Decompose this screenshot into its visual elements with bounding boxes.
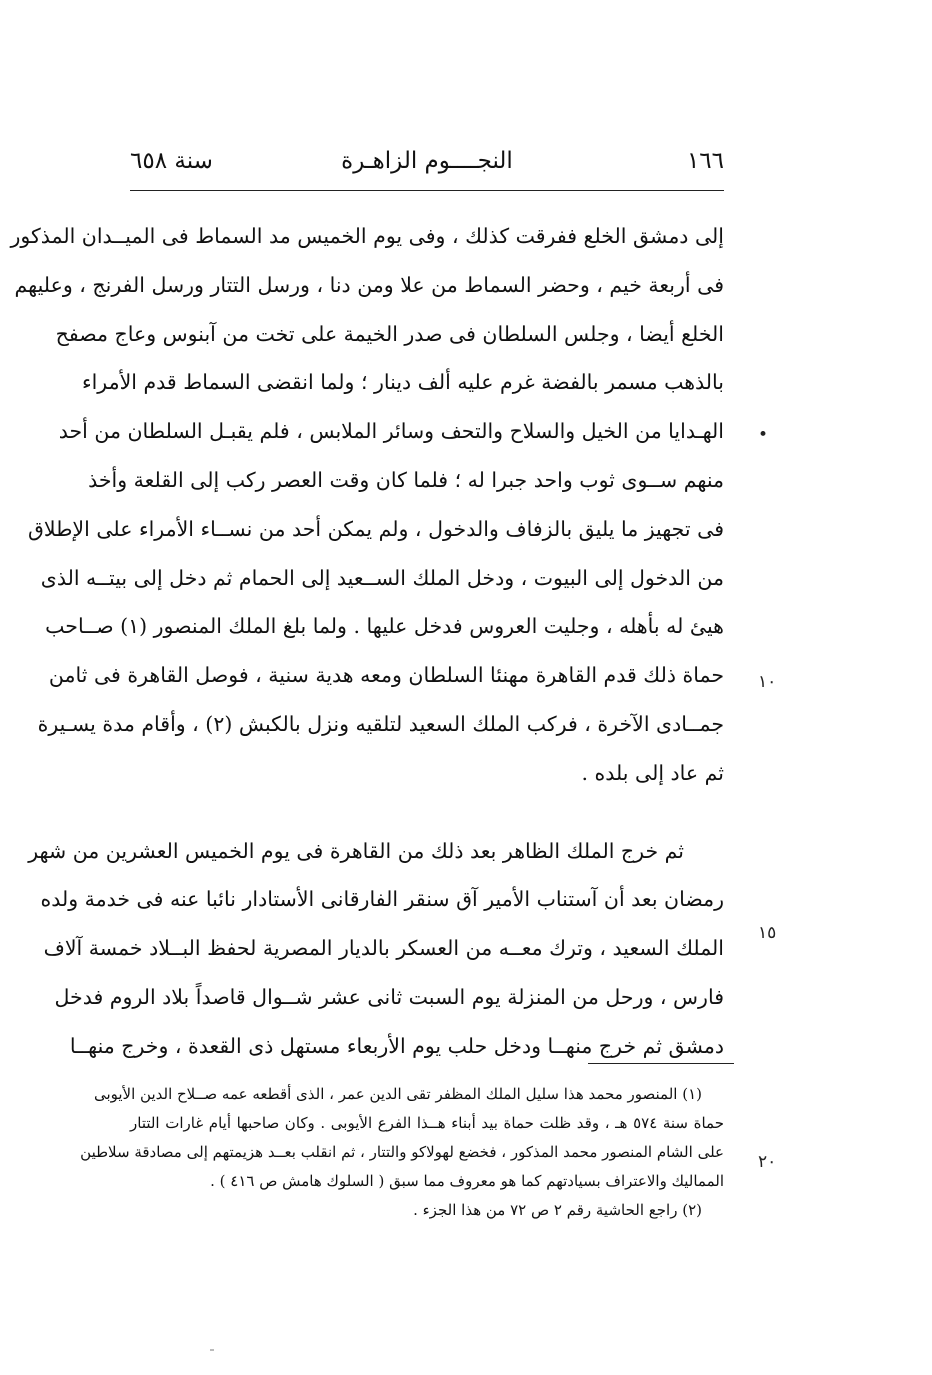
footnote-divider [588,1063,734,1064]
text-line: جمــادى الآخرة ، فركب الملك السعيد لتلقيه ونزل بالكبش (٢) ، وأقام مدة يسـيرة [37,711,724,736]
text-line: ثم عاد إلى بلده . [581,760,724,785]
margin-marker-10: ١٠ [758,672,777,692]
footnote-line: المماليك والاعتراف بسيادتهم كما هو معروف مما سبق ( السلوك هامش ص ٤١٦ ) . [210,1172,724,1190]
margin-marker-15: ١٥ [758,923,777,943]
footnote-line: (١) المنصور محمد هذا سليل الملك المظفر تقى الدين عمر ، الذى أقطعه عمه صــلاح الدين الأيوبى [93,1085,702,1103]
main-text [10,212,724,1071]
footnote-line: على الشام المنصور محمد المذكور ، فخضع لهولاكو والتتار ، ثم انقلب بعــد هزيمتهم إلى مصادقة سلاطين [80,1143,724,1161]
text-line: هيئ له بأهله ، وجليت العروس فدخل عليها . ولما بلغ الملك المنصور (١) صــاحب [45,614,724,639]
text-line: دمشق ثم خرج منهــا ودخل حلب يوم الأربعاء مستهل ذى القعدة ، وخرج منهــا [69,1033,724,1058]
footnotes [80,1080,724,1225]
text-line: منهم ســوى ثوب واحد جبرا له ؛ فلما كان وقت العصر ركب إلى القلعة وأخذ [88,467,724,492]
text-line: حماة ذلك قدم القاهرة مهنئا السلطان ومعه هدية سنية ، فوصل القاهرة فى ثامن [48,663,724,688]
book-title: النجــــوم الزاهـرة [341,148,513,174]
margin-marker-20: ٢٠ [758,1152,777,1172]
running-header [130,140,724,191]
year-label: سنة ٦٥٨ [130,148,213,174]
footnote-line: حماة سنة ٥٧٤ هـ ، وقد ظلت حماة بيد أبناء هــذا الفرع الأيوبى . وكان صاحبها أيام غارات التتار [130,1114,724,1132]
text-line: فى أربعة خيم ، وحضر السماط من علا ومن دنا ، ورسل التتار ورسل الفرنج ، وعليهم [14,272,724,297]
text-line: رمضان بعد أن آستناب الأمير آق سنقر الفارقانى الأستادار نائبا عنه فى خدمة ولده [40,887,724,912]
text-line: الملك السعيد ، وترك معــه من العسكر بالديار المصرية لحفظ البــلاد خمسة آلاف [43,936,724,961]
text-line: فى تجهيز ما يليق بالزفاف والدخول ، ولم يمكن أحد من نســاء الأمراء على الإطلاق [27,516,724,541]
text-line: ثم خرج الملك الظاهر بعد ذلك من القاهرة فى يوم الخميس العشرين من شهر [28,838,684,863]
margin-marker-5: • [758,425,769,445]
text-line: الخلع أيضا ، وجلس السلطان فى صدر الخيمة على تخت من آبنوس وعاج مصفح [55,321,724,346]
text-line: بالذهب مسمر بالفضة غرم عليه ألف دينار ؛ ولما انقضى السماط قدم الأمراء [81,370,724,395]
text-line: من الدخول إلى البيوت ، ودخل الملك الســعيد إلى الحمام ثم دخل إلى بيتــه الذى [40,565,724,590]
footnote-line: (٢) راجع الحاشية رقم ٢ ص ٧٢ من هذا الجزء . [413,1201,702,1219]
text-line: إلى دمشق الخلع ففرقت كذلك ، وفى يوم الخميس مد السماط فى الميــدان المذكور [10,224,724,248]
paragraph-gap [130,798,724,827]
text-line: الهـدايا من الخيل والسلاح والتحف وسائر الملابس ، فلم يقبـل السلطان من أحد [58,419,724,444]
scan-speck [210,1349,214,1351]
text-line: فارس ، ورحل من المنزلة يوم السبت ثانى عشر شــوال قاصداً بلاد الروم فدخل [54,984,724,1009]
page-number: ١٦٦ [686,148,724,174]
